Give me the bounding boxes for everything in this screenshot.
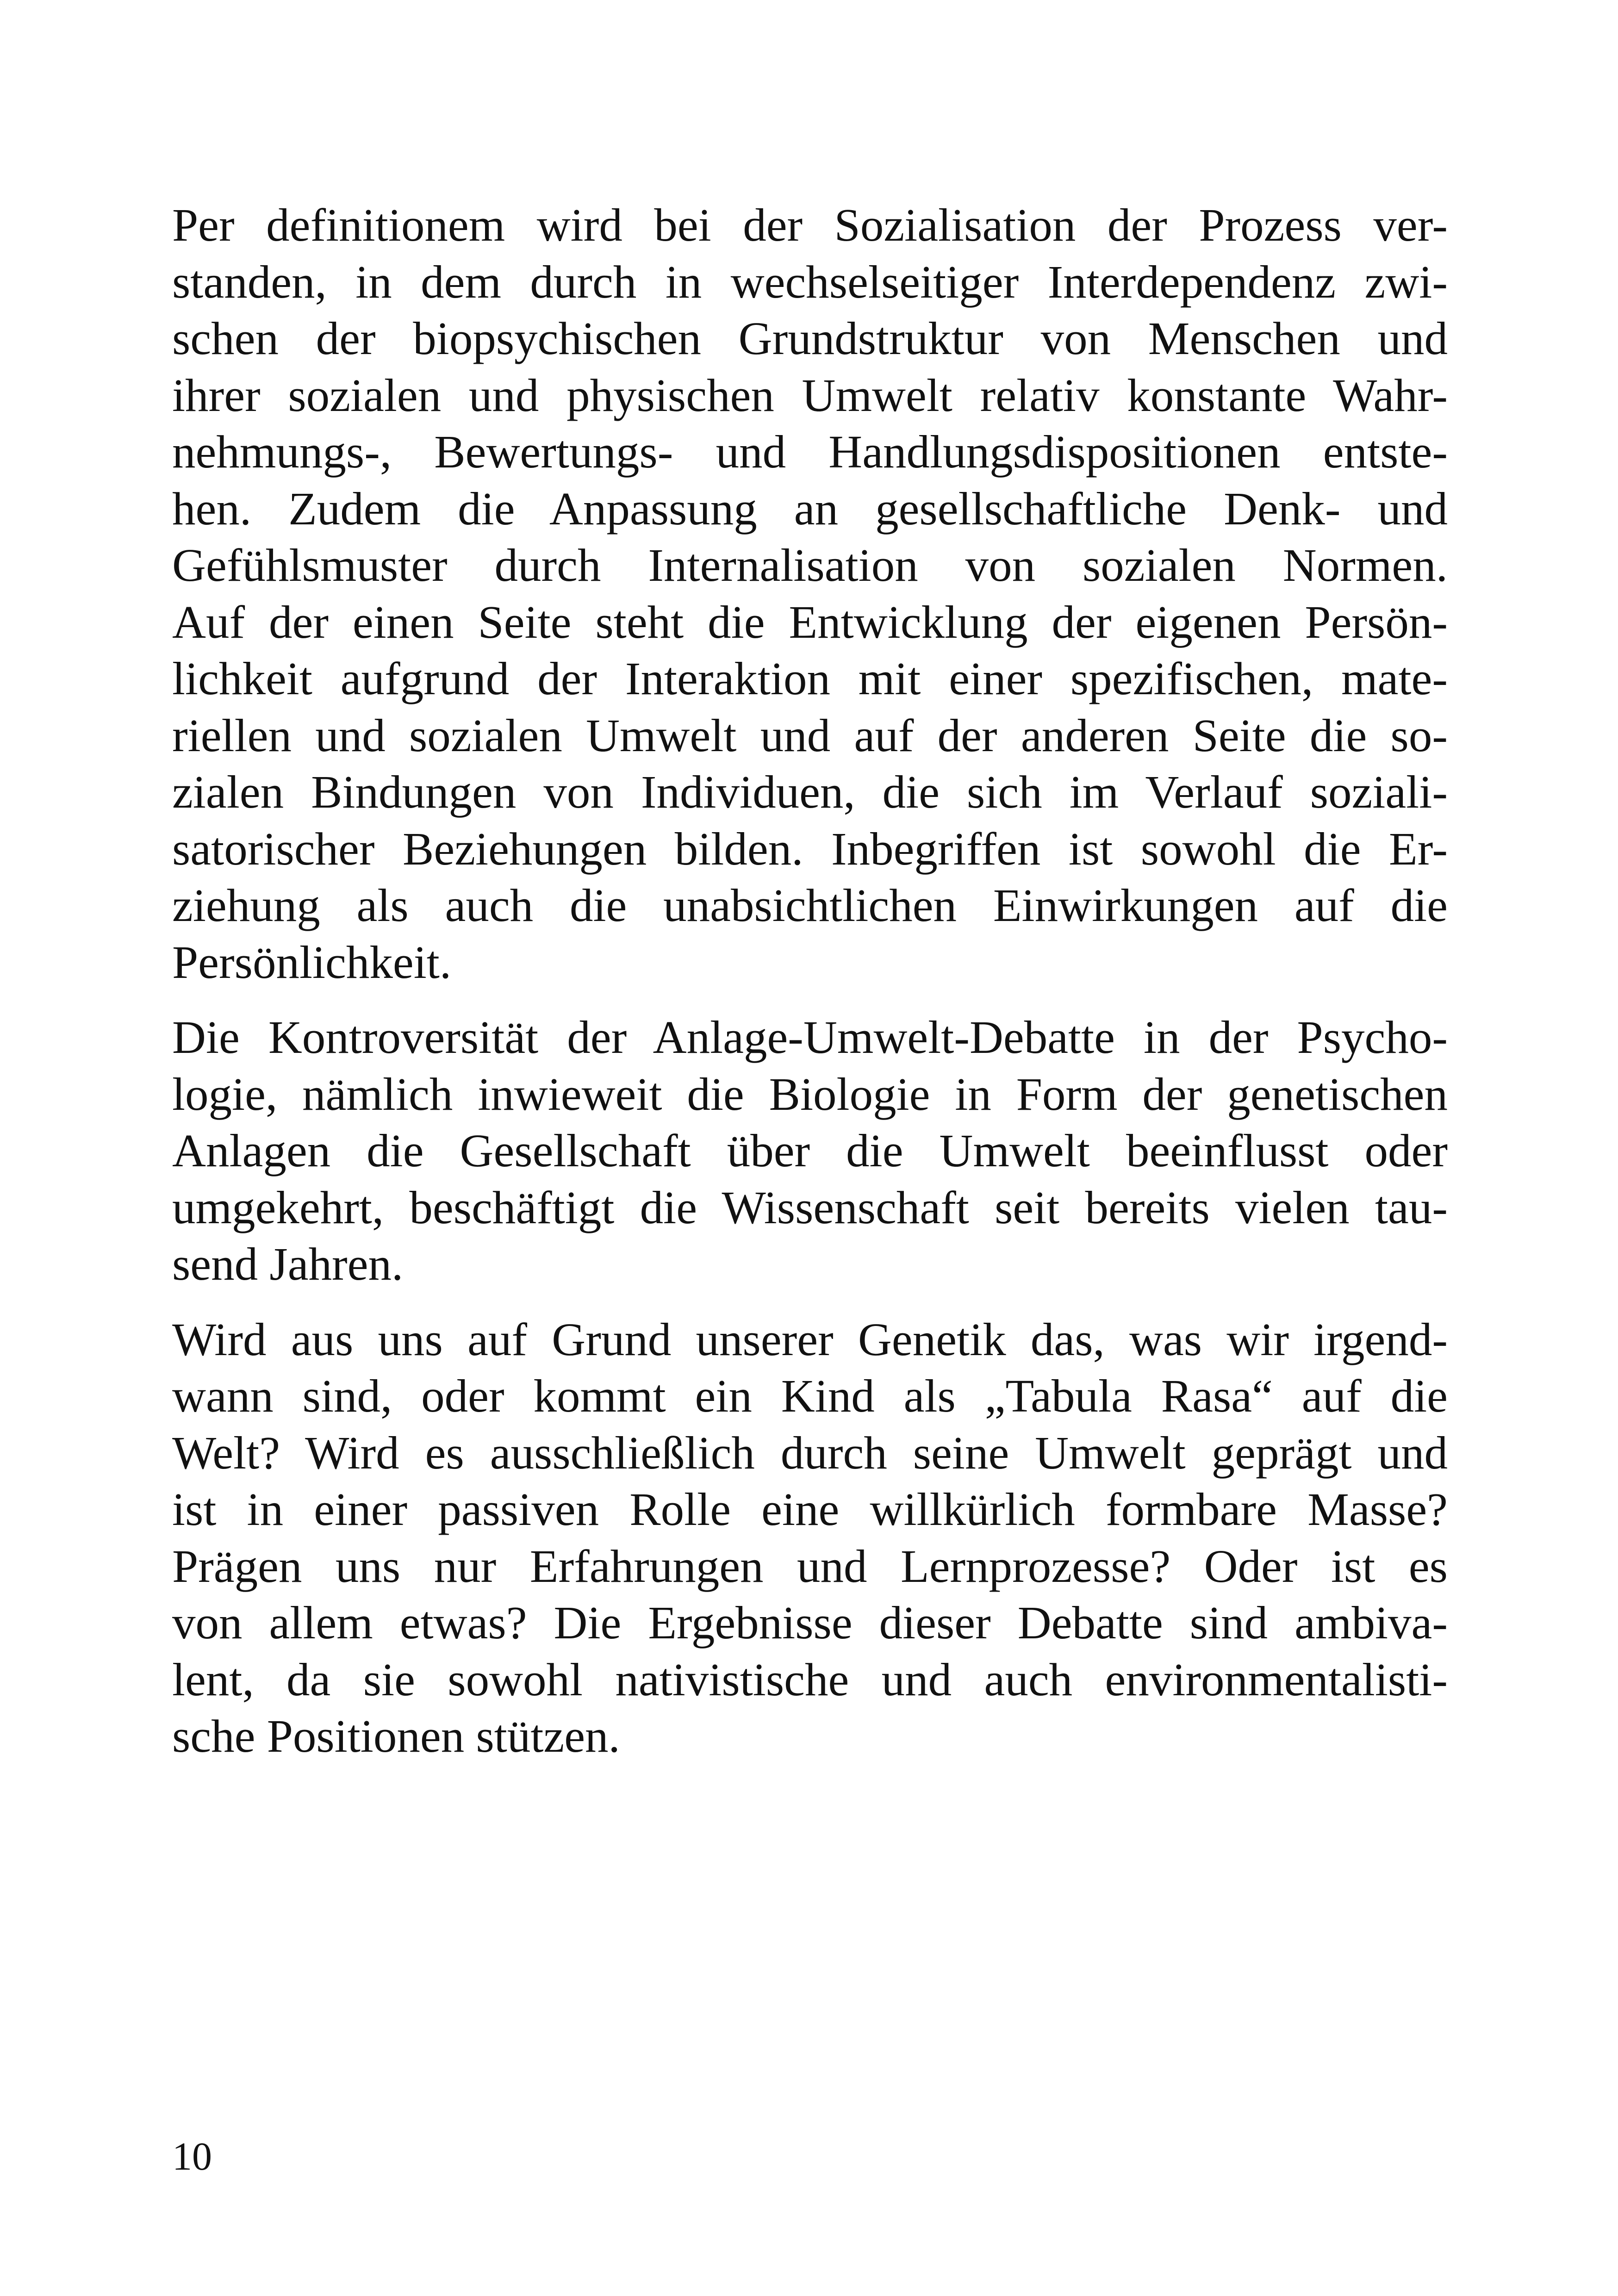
text-line: lichkeit aufgrund der Interaktion mit einer spezifischen, mate- xyxy=(172,653,1448,704)
paragraph xyxy=(172,197,1448,990)
text-line: Wird aus uns auf Grund unserer Genetik das, was wir irgend- xyxy=(172,1313,1448,1365)
text-line: schen der biopsychischen Grundstruktur von Menschen und xyxy=(172,312,1448,364)
text-line: wann sind, oder kommt ein Kind als „Tabula Rasa“ auf die xyxy=(172,1370,1448,1422)
text-line: ihrer sozialen und physischen Umwelt relativ konstante Wahr- xyxy=(172,369,1448,421)
text-line: Gefühlsmuster durch Internalisation von sozialen Normen. xyxy=(172,539,1448,591)
text-line: lent, da sie sowohl nativistische und auch environmentalisti- xyxy=(172,1653,1448,1705)
text-line: sche Positionen stützen. xyxy=(172,1710,620,1762)
text-line: Prägen uns nur Erfahrungen und Lernprozesse? Oder ist es xyxy=(172,1540,1448,1592)
text-line: zialen Bindungen von Individuen, die sich im Verlauf soziali- xyxy=(172,766,1448,818)
text-line: Die Kontroversität der Anlage-Umwelt-Debatte in der Psycho- xyxy=(172,1011,1448,1063)
text-line: von allem etwas? Die Ergebnisse dieser Debatte sind ambiva- xyxy=(172,1597,1448,1649)
text-line: Persönlichkeit. xyxy=(172,936,452,988)
text-line: send Jahren. xyxy=(172,1238,404,1290)
text-line: ist in einer passiven Rolle eine willkürlich formbare Masse? xyxy=(172,1483,1448,1535)
text-line: Auf der einen Seite steht die Entwicklung der eigenen Persön- xyxy=(172,596,1448,648)
page-number: 10 xyxy=(172,2134,212,2178)
text-line: Welt? Wird es ausschließlich durch seine Umwelt geprägt und xyxy=(172,1426,1448,1479)
paragraph xyxy=(172,1311,1448,1765)
text-line: hen. Zudem die Anpassung an gesellschaftliche Denk- und xyxy=(172,482,1448,535)
text-line: Per definitionem wird bei der Sozialisation der Prozess ver- xyxy=(172,199,1448,251)
text-line: Anlagen die Gesellschaft über die Umwelt beeinflusst oder xyxy=(172,1125,1448,1176)
text-line: nehmungs-, Bewertungs- und Handlungsdispositionen entste- xyxy=(172,426,1448,478)
body-text xyxy=(172,197,1448,1783)
text-line: riellen und sozialen Umwelt und auf der anderen Seite die so- xyxy=(172,709,1448,761)
text-line: ziehung als auch die unabsichtlichen Einwirkungen auf die xyxy=(172,879,1448,931)
text-line: standen, in dem durch in wechselseitiger Interdependenz zwi- xyxy=(172,255,1448,308)
paragraph xyxy=(172,1009,1448,1293)
text-line: umgekehrt, beschäftigt die Wissenschaft seit bereits vielen tau- xyxy=(172,1181,1448,1233)
text-line: satorischer Beziehungen bilden. Inbegriffen ist sowohl die Er- xyxy=(172,822,1448,875)
text-line: logie, nämlich inwieweit die Biologie in Form der genetischen xyxy=(172,1068,1448,1120)
